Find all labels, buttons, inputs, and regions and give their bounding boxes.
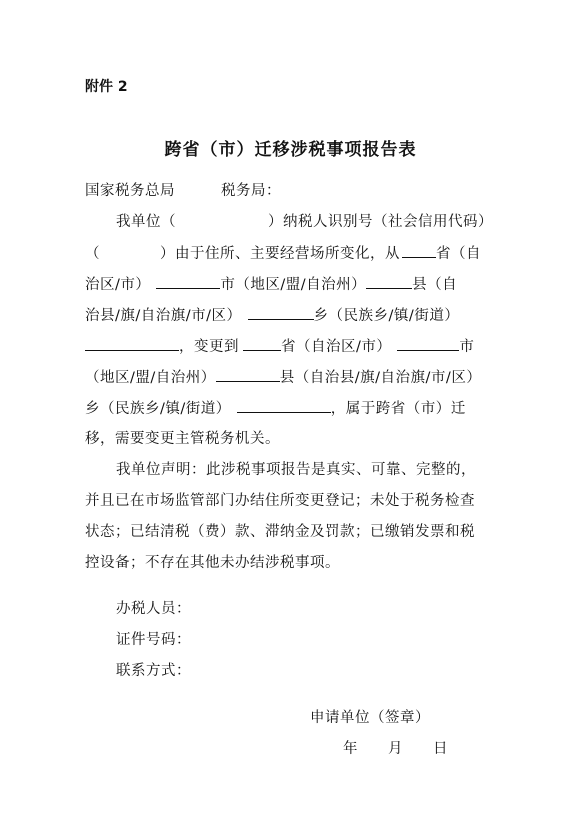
contact-field: 联系方式： — [116, 663, 191, 679]
addressee-line — [85, 181, 500, 201]
attachment-label: 附件 2 — [85, 79, 128, 95]
declaration-text: 我单位声明：此涉税事项报告是真实、可靠、完整的， — [116, 462, 476, 478]
body-text: 治区/市） — [85, 277, 151, 293]
signature-date: 年 月 日 — [343, 741, 448, 757]
declaration-line-1 — [85, 460, 500, 480]
body-line-1 — [85, 212, 500, 232]
body-text: 省（自治区/市） — [281, 339, 392, 355]
declaration-line-4: 控设备；不存在其他未办结涉税事项。 — [85, 555, 340, 571]
body-text: ，变更到 — [179, 339, 239, 355]
declaration-line-3: 状态；已结清税（费）款、滞纳金及罚款；已缴销发票和税 — [85, 524, 475, 540]
body-text: ）纳税人识别号（社会信用代码） — [268, 214, 493, 230]
body-text: 县（自 — [412, 277, 458, 293]
body-text: 县（自治县/旗/自治旗/市/区） — [279, 370, 482, 386]
body-line-3 — [85, 274, 500, 295]
body-text: 市 — [459, 339, 475, 355]
body-text: 乡（民族乡/镇/街道） — [85, 401, 231, 417]
blank-from-township — [248, 305, 314, 320]
tax-handler-field: 办税人员： — [116, 601, 191, 617]
addressee-left: 国家税务总局 — [85, 183, 175, 199]
body-line-2 — [85, 243, 500, 264]
body-line-5 — [85, 336, 500, 357]
blank-to-province — [243, 336, 281, 351]
body-text: 乡（民族乡/镇/街道） — [313, 308, 460, 324]
body-text: （ — [85, 246, 100, 262]
body-text: 治县/旗/自治旗/市/区） — [85, 308, 242, 324]
body-line-7 — [85, 398, 500, 419]
blank-from-address — [85, 336, 179, 351]
body-line-4 — [85, 305, 500, 326]
body-line-8: 移，需要变更主管税务机关。 — [85, 431, 280, 447]
body-line-6 — [85, 367, 500, 388]
blank-to-city — [397, 336, 459, 351]
blank-from-province — [402, 243, 436, 258]
form-title: 跨省（市）迁移涉税事项报告表 — [164, 140, 417, 160]
applicant-signature: 申请单位（签章） — [310, 710, 430, 726]
body-text: 市（地区/盟/自治州） — [220, 277, 367, 293]
blank-from-city — [156, 274, 220, 289]
body-text: （地区/盟/自治州） — [85, 370, 216, 386]
body-text: 我单位（ — [116, 214, 176, 230]
blank-to-county — [216, 367, 280, 382]
body-text: ）由于住所、主要经营场所变化，从 — [160, 246, 400, 262]
body-text: ，属于跨省（市）迁 — [330, 401, 466, 417]
addressee-right: 税务局： — [221, 183, 281, 199]
body-text: 省（自 — [436, 246, 481, 262]
blank-from-county — [366, 274, 412, 289]
declaration-line-2: 并且已在市场监管部门办结住所变更登记；未处于税务检查 — [85, 493, 475, 509]
blank-to-township — [237, 398, 331, 413]
id-number-field: 证件号码： — [116, 632, 191, 648]
